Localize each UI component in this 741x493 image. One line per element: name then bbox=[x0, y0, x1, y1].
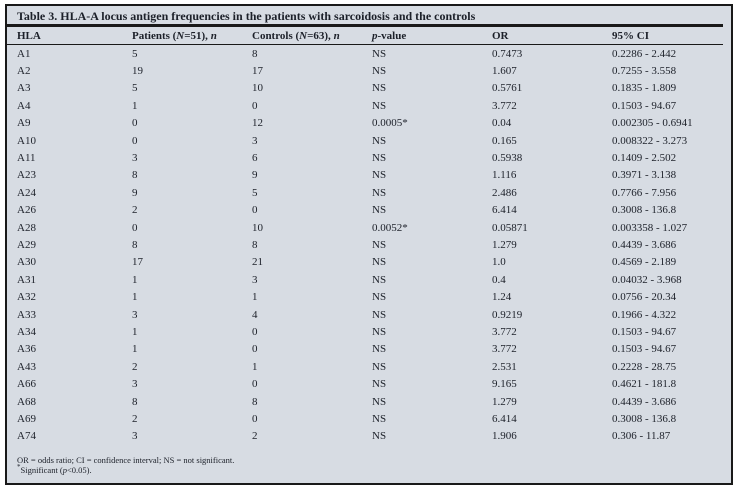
table-row bbox=[7, 62, 723, 79]
cell-patients-n: 3 bbox=[132, 152, 138, 165]
cell-p-value: NS bbox=[372, 134, 387, 147]
cell-hla: A68 bbox=[17, 395, 36, 408]
cell-or: 1.279 bbox=[492, 238, 517, 251]
column-header-ci bbox=[612, 27, 723, 45]
cell-or: 0.5761 bbox=[492, 82, 523, 95]
cell-hla: A36 bbox=[17, 343, 36, 356]
cell-patients-n: 1 bbox=[132, 325, 138, 338]
cell-p-value: NS bbox=[372, 47, 387, 60]
cell-ci: 0.1503 - 94.67 bbox=[612, 343, 677, 356]
cell-patients-n: 8 bbox=[132, 395, 138, 408]
cell-p-value: NS bbox=[372, 325, 387, 338]
cell-or: 0.7473 bbox=[492, 47, 523, 60]
cell-patients-n: 0 bbox=[132, 117, 138, 130]
cell-ci: 0.4621 - 181.8 bbox=[612, 378, 677, 391]
cell-ci: 0.1835 - 1.809 bbox=[612, 82, 677, 95]
cell-patients-n: 0 bbox=[132, 134, 138, 147]
cell-controls-n: 2 bbox=[252, 430, 258, 443]
footnote-significance bbox=[17, 465, 721, 476]
cell-hla: A26 bbox=[17, 204, 36, 217]
cell-or: 0.9219 bbox=[492, 308, 523, 321]
cell-ci: 0.4439 - 3.686 bbox=[612, 238, 677, 251]
cell-ci: 0.1503 - 94.67 bbox=[612, 325, 677, 338]
cell-patients-n: 1 bbox=[132, 343, 138, 356]
table-row bbox=[7, 393, 723, 410]
text-segment: Patients ( bbox=[132, 29, 177, 42]
table-row bbox=[7, 167, 723, 184]
cell-controls-n: 0 bbox=[252, 343, 258, 356]
cell-controls-n: 6 bbox=[252, 152, 258, 165]
cell-controls-n: 0 bbox=[252, 204, 258, 217]
cell-ci: 0.1966 - 4.322 bbox=[612, 308, 677, 321]
cell-hla: A2 bbox=[17, 65, 31, 78]
cell-hla: A66 bbox=[17, 378, 36, 391]
cell-p-value: NS bbox=[372, 378, 387, 391]
table-row bbox=[7, 358, 723, 375]
cell-or: 1.116 bbox=[492, 169, 517, 182]
column-header-p-value bbox=[372, 27, 492, 45]
cell-ci: 0.3971 - 3.138 bbox=[612, 169, 677, 182]
cell-or: 0.165 bbox=[492, 134, 517, 147]
cell-p-value: 0.0005* bbox=[372, 117, 408, 130]
cell-or: 0.05871 bbox=[492, 221, 528, 234]
table-row bbox=[7, 115, 723, 132]
table-row bbox=[7, 254, 723, 271]
cell-or: 6.414 bbox=[492, 204, 517, 217]
cell-controls-n: 10 bbox=[252, 82, 263, 95]
table-row bbox=[7, 341, 723, 358]
cell-p-value: NS bbox=[372, 395, 387, 408]
cell-or: 3.772 bbox=[492, 99, 517, 112]
cell-p-value: NS bbox=[372, 273, 387, 286]
hla-frequency-table bbox=[7, 27, 723, 445]
cell-patients-n: 2 bbox=[132, 204, 138, 217]
cell-ci: 0.3008 - 136.8 bbox=[612, 412, 677, 425]
cell-p-value: NS bbox=[372, 238, 387, 251]
cell-or: 1.0 bbox=[492, 256, 506, 269]
table-row bbox=[7, 428, 723, 445]
cell-ci: 0.7766 - 7.956 bbox=[612, 186, 677, 199]
cell-patients-n: 5 bbox=[132, 82, 138, 95]
cell-controls-n: 0 bbox=[252, 325, 258, 338]
cell-controls-n: 10 bbox=[252, 221, 263, 234]
cell-controls-n: 0 bbox=[252, 378, 258, 391]
cell-p-value: NS bbox=[372, 343, 387, 356]
cell-ci: 0.2286 - 2.442 bbox=[612, 47, 677, 60]
cell-patients-n: 8 bbox=[132, 169, 138, 182]
table-title: Table 3. HLA-A locus antigen frequencies in the patients with sarcoidosis and the controls bbox=[17, 9, 476, 23]
cell-ci: 0.2228 - 28.75 bbox=[612, 360, 677, 373]
cell-hla: A30 bbox=[17, 256, 36, 269]
cell-controls-n: 0 bbox=[252, 412, 258, 425]
cell-p-value: NS bbox=[372, 82, 387, 95]
cell-controls-n: 8 bbox=[252, 47, 258, 60]
table-row bbox=[7, 45, 723, 63]
cell-p-value: NS bbox=[372, 169, 387, 182]
cell-or: 0.04 bbox=[492, 117, 512, 130]
cell-patients-n: 2 bbox=[132, 360, 138, 373]
cell-hla: A34 bbox=[17, 325, 36, 338]
cell-p-value: NS bbox=[372, 291, 387, 304]
cell-hla: A33 bbox=[17, 308, 36, 321]
cell-hla: A1 bbox=[17, 47, 31, 60]
text-segment: n bbox=[210, 29, 217, 42]
cell-hla: A31 bbox=[17, 273, 36, 286]
cell-controls-n: 17 bbox=[252, 65, 263, 78]
cell-p-value: NS bbox=[372, 65, 387, 78]
table-panel bbox=[5, 4, 733, 485]
text-segment: N bbox=[299, 29, 308, 42]
cell-controls-n: 1 bbox=[252, 360, 258, 373]
table-row bbox=[7, 202, 723, 219]
text-segment: 95% CI bbox=[612, 29, 649, 42]
text-segment: =51), bbox=[184, 29, 211, 42]
cell-patients-n: 2 bbox=[132, 412, 138, 425]
table-row bbox=[7, 271, 723, 288]
text-segment: Significant ( bbox=[20, 465, 63, 476]
cell-patients-n: 1 bbox=[132, 99, 138, 112]
text-segment: n bbox=[333, 29, 340, 42]
cell-ci: 0.0756 - 20.34 bbox=[612, 291, 677, 304]
cell-or: 2.486 bbox=[492, 186, 517, 199]
cell-or: 0.4 bbox=[492, 273, 506, 286]
column-header-hla bbox=[7, 27, 132, 45]
cell-ci: 0.002305 - 0.6941 bbox=[612, 117, 693, 130]
table-row bbox=[7, 132, 723, 149]
table-row bbox=[7, 149, 723, 166]
text-segment: -value bbox=[377, 29, 407, 42]
cell-controls-n: 3 bbox=[252, 273, 258, 286]
table-header bbox=[7, 27, 723, 45]
cell-patients-n: 1 bbox=[132, 273, 138, 286]
text-segment: * bbox=[17, 463, 21, 472]
cell-ci: 0.306 - 11.87 bbox=[612, 430, 671, 443]
cell-hla: A32 bbox=[17, 291, 36, 304]
cell-or: 1.906 bbox=[492, 430, 517, 443]
cell-p-value: NS bbox=[372, 186, 387, 199]
cell-controls-n: 3 bbox=[252, 134, 258, 147]
cell-or: 1.24 bbox=[492, 291, 512, 304]
cell-p-value: NS bbox=[372, 152, 387, 165]
column-header-or bbox=[492, 27, 612, 45]
cell-patients-n: 5 bbox=[132, 47, 138, 60]
cell-p-value: 0.0052* bbox=[372, 221, 408, 234]
text-segment: OR bbox=[492, 29, 509, 42]
text-segment: Controls ( bbox=[252, 29, 300, 42]
cell-hla: A10 bbox=[17, 134, 36, 147]
text-segment: <0.05). bbox=[67, 465, 92, 476]
cell-patients-n: 3 bbox=[132, 308, 138, 321]
cell-ci: 0.003358 - 1.027 bbox=[612, 221, 688, 234]
cell-hla: A29 bbox=[17, 238, 36, 251]
cell-hla: A4 bbox=[17, 99, 31, 112]
cell-controls-n: 21 bbox=[252, 256, 263, 269]
cell-ci: 0.3008 - 136.8 bbox=[612, 204, 677, 217]
cell-controls-n: 8 bbox=[252, 238, 258, 251]
footnote-abbreviations: OR = odds ratio; CI = confidence interval; NS = not significant. bbox=[17, 454, 235, 465]
cell-patients-n: 19 bbox=[132, 65, 143, 78]
cell-controls-n: 5 bbox=[252, 186, 258, 199]
cell-patients-n: 3 bbox=[132, 430, 138, 443]
text-segment: N bbox=[176, 29, 185, 42]
cell-p-value: NS bbox=[372, 430, 387, 443]
cell-patients-n: 3 bbox=[132, 378, 138, 391]
cell-or: 9.165 bbox=[492, 378, 517, 391]
cell-ci: 0.1409 - 2.502 bbox=[612, 152, 677, 165]
text-segment: HLA bbox=[17, 29, 41, 42]
cell-or: 1.607 bbox=[492, 65, 517, 78]
cell-hla: A69 bbox=[17, 412, 36, 425]
cell-ci: 0.1503 - 94.67 bbox=[612, 99, 677, 112]
table-row bbox=[7, 288, 723, 305]
text-segment: p bbox=[372, 29, 378, 42]
cell-controls-n: 4 bbox=[252, 308, 258, 321]
cell-controls-n: 8 bbox=[252, 395, 258, 408]
cell-hla: A23 bbox=[17, 169, 36, 182]
cell-hla: A43 bbox=[17, 360, 36, 373]
cell-patients-n: 1 bbox=[132, 291, 138, 304]
cell-hla: A74 bbox=[17, 430, 36, 443]
column-header-controls-n bbox=[252, 27, 372, 45]
cell-p-value: NS bbox=[372, 412, 387, 425]
cell-ci: 0.04032 - 3.968 bbox=[612, 273, 682, 286]
cell-patients-n: 0 bbox=[132, 221, 138, 234]
cell-controls-n: 0 bbox=[252, 99, 258, 112]
cell-or: 0.5938 bbox=[492, 152, 523, 165]
cell-hla: A9 bbox=[17, 117, 31, 130]
text-segment: p bbox=[62, 465, 68, 476]
cell-controls-n: 9 bbox=[252, 169, 258, 182]
footnotes bbox=[17, 455, 721, 476]
cell-controls-n: 1 bbox=[252, 291, 258, 304]
table-row bbox=[7, 323, 723, 340]
cell-or: 3.772 bbox=[492, 343, 517, 356]
cell-or: 2.531 bbox=[492, 360, 517, 373]
cell-p-value: NS bbox=[372, 308, 387, 321]
table-body bbox=[7, 45, 723, 445]
cell-ci: 0.4569 - 2.189 bbox=[612, 256, 677, 269]
cell-or: 3.772 bbox=[492, 325, 517, 338]
cell-hla: A28 bbox=[17, 221, 36, 234]
cell-p-value: NS bbox=[372, 204, 387, 217]
cell-or: 6.414 bbox=[492, 412, 517, 425]
table-row bbox=[7, 219, 723, 236]
table-row bbox=[7, 184, 723, 201]
cell-ci: 0.7255 - 3.558 bbox=[612, 65, 677, 78]
column-header-patients-n bbox=[132, 27, 252, 45]
cell-p-value: NS bbox=[372, 256, 387, 269]
table-row bbox=[7, 236, 723, 253]
table-row bbox=[7, 410, 723, 427]
table-row bbox=[7, 306, 723, 323]
cell-ci: 0.008322 - 3.273 bbox=[612, 134, 688, 147]
cell-hla: A3 bbox=[17, 82, 31, 95]
cell-ci: 0.4439 - 3.686 bbox=[612, 395, 677, 408]
header-row bbox=[7, 27, 723, 45]
cell-p-value: NS bbox=[372, 360, 387, 373]
cell-patients-n: 9 bbox=[132, 186, 138, 199]
text-segment: =63), bbox=[307, 29, 334, 42]
table-row bbox=[7, 97, 723, 114]
table-row bbox=[7, 80, 723, 97]
cell-hla: A24 bbox=[17, 186, 36, 199]
cell-controls-n: 12 bbox=[252, 117, 263, 130]
cell-or: 1.279 bbox=[492, 395, 517, 408]
cell-hla: A11 bbox=[17, 152, 36, 165]
cell-p-value: NS bbox=[372, 99, 387, 112]
cell-patients-n: 8 bbox=[132, 238, 138, 251]
table-row bbox=[7, 375, 723, 392]
cell-patients-n: 17 bbox=[132, 256, 143, 269]
